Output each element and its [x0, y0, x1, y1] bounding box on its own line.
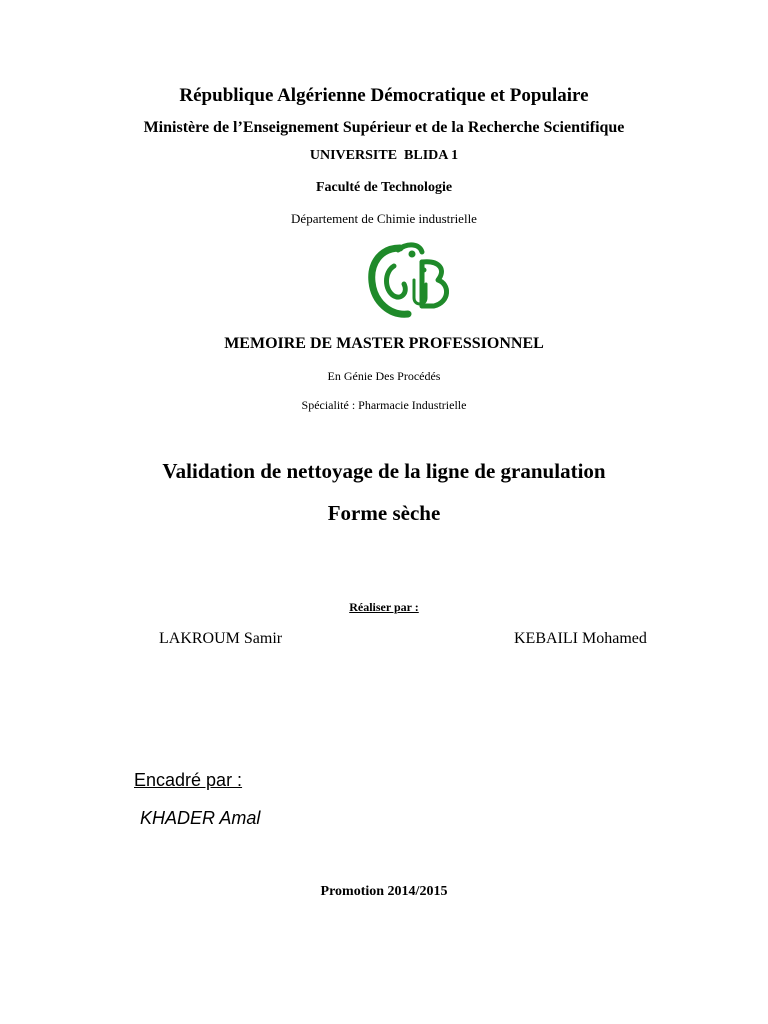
thesis-field: En Génie Des Procédés [327, 369, 441, 383]
thesis-title-line2: Forme sèche [327, 501, 441, 525]
promotion-year: Promotion 2014/2015 [320, 884, 448, 899]
faculty-name: Faculté de Technologie [315, 180, 453, 195]
ministry-heading: Ministère de l’Enseignement Supérieur et de la Recherche Scientifique [143, 119, 625, 136]
thesis-type: MEMOIRE DE MASTER PROFESSIONNEL [224, 335, 544, 352]
supervisor-label: Encadré par : [134, 770, 243, 790]
supervisor-name: KHADER Amal [140, 808, 261, 828]
author-name: KEBAILI Mohamed [514, 630, 647, 647]
university-name: UNIVERSITE BLIDA 1 [309, 148, 459, 163]
authors-label: Réaliser par : [349, 600, 419, 614]
author-name: LAKROUM Samir [159, 630, 283, 647]
department-name: Département de Chimie industrielle [291, 211, 477, 226]
university-blida-logo-icon [364, 240, 460, 320]
thesis-title-line1: Validation de nettoyage de la ligne de granulation [162, 459, 606, 483]
thesis-speciality: Spécialité : Pharmacie Industrielle [301, 398, 467, 412]
republic-heading: République Algérienne Démocratique et Populaire [179, 85, 589, 106]
